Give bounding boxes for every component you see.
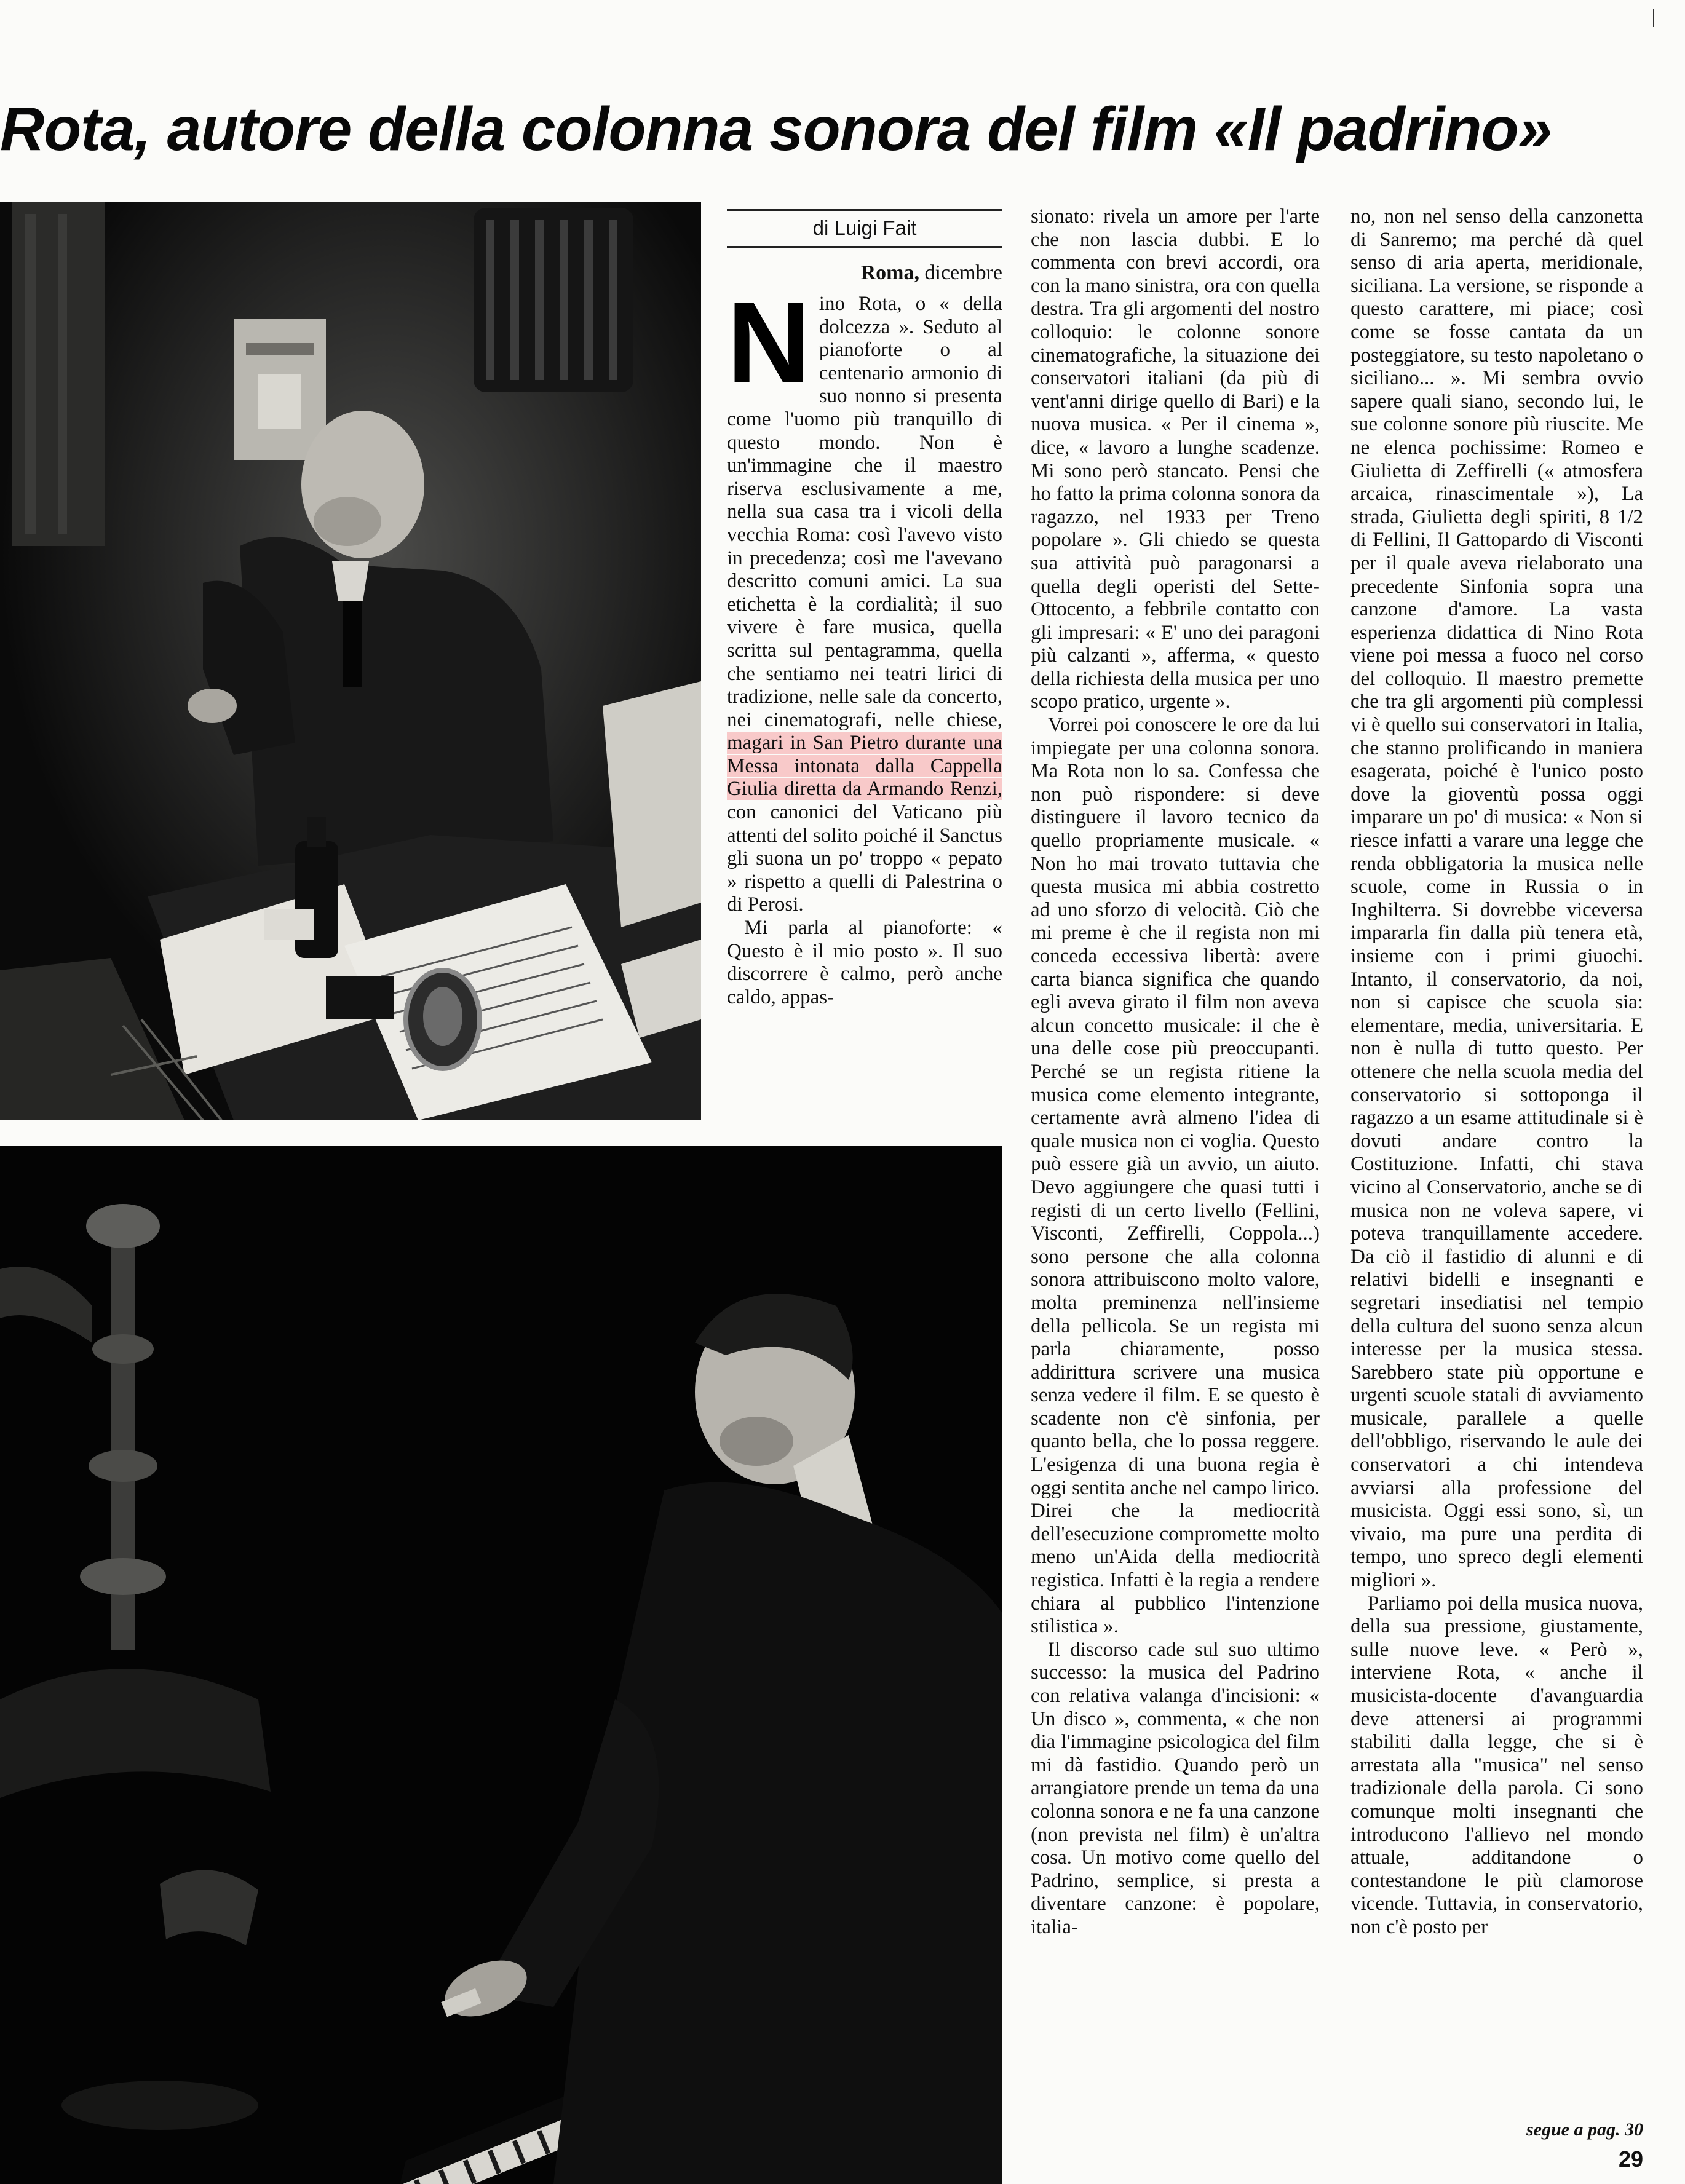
photo-rota-at-piano-image — [0, 1146, 1002, 2184]
continued-on-page: segue a pag. 30 — [1526, 2119, 1643, 2140]
paragraph: Mi parla al pianoforte: « Questo è il mio posto ». Il suo discorrere è calmo, però anche caldo, appas- — [727, 917, 1002, 1008]
paragraph: Vorrei poi conoscere le ore da lui impiegate per una colonna sonora. Ma Rota non lo sa. Confessa che non può rispondere: si deve distinguere il lavoro tecnico da quello propriamente musicale. « Non ho mai trovato tuttavia che questa musica mi abbia costretto ad uno sforzo di velocità. Ciò che mi preme è che il regista non mi conceda eccessiva libertà: avere carta bianca significa che quando egli aveva girato il film non aveva alcun concetto musicale: il che è una delle cose più preoccupanti. Perché se un regista ritiene la musica come elemento integrante, certamente avrà almeno l'idea di quale musica non ci voglia. Questo può essere già un avvio, un aiuto. Devo aggiungere che quasi tutti i registi di un certo livello (Fellini, Visconti, Zeffirelli, Coppola...) sono persone che alla colonna sonora attribuiscono molto valore, molta preminenza nell'insieme della pellicola. Se un regista mi parla chiaramente, posso addirittura scrivere una musica senza vedere il film. E se questo è scadente non c'è sinfonia, per quanto bella, che lo possa reggere. L'esigenza di una buona regia è oggi sentita anche nel campo lirico. Direi che la mediocrità dell'esecuzione compromette molto meno un'Aida della mediocrità registica. Infatti è la regia a rendere chiara al pubblico l'intenzione stilistica ». — [1031, 714, 1320, 1638]
paragraph: no, non nel senso della canzonetta di Sanremo; ma perché dà quel senso di aria aperta, meridionale, siciliana. La versione, se risponde a questo carattere, mi piace; così come se fosse cantata da un posteggiatore, su testo napoletano o siciliano... ». Mi sembra ovvio sapere quali siano, secondo lui, le sue colonne sonore più riuscite. Me ne elenca pochissime: Romeo e Giulietta di Zeffirelli (« atmosfera arcaica, rinascimentale »), La strada, Giulietta degli spiriti, 8 1/2 di Fellini, Il Gattopardo di Visconti per il quale aveva rielaborato una precedente Sinfonia sopra una canzone d'amore. La vasta esperienza didattica di Nino Rota viene poi messa a fuoco nel corso del colloquio. Il maestro premette che tra gli argomenti più complessi vi è quello sui conservatori in Italia, che stanno prolificando in maniera esagerata, poiché è l'unico posto dove la gioventù possa oggi imparare un po' di musica: « Non si riesce infatti a varare una legge che renda obbligatoria la musica nelle scuole, come in Russia o in Inghilterra. Si dovrebbe viceversa impararla fin dalla più tenera età, insieme con i primi giuochi. Intanto, il conservatorio, da noi, non si capisce che scuola sia: elementare, media, universitaria. E non è nulla di tutto questo. Per ottenere che nella scuola media del conservatorio si sottoponga il ragazzo a un esame attitudinale si è dovuti andare contro la Costituzione. Infatti, chi stava vicino al Conservatorio, anche se di musica non ne voleva sapere, vi poteva tranquillamente accedere. Da ciò il fastidio di alunni e di relativi bidelli e insegnanti e segretari insediatisi nel tempio della cultura del suono senza alcun interesse per la musica stessa. Sarebbero state più opportune e urgenti scuole statali di avviamento musicale, parallele a quelle dell'obbligo, riservando le aule dei conservatori a chi intendeva avviarsi alla professione del musicista. Oggi essi sono, sì, un vivaio, ma pure una perdita di tempo, uno spreco degli elementi migliori ». — [1350, 205, 1643, 1592]
byline-rule-bottom — [727, 246, 1002, 248]
photo-rota-at-desk-image — [0, 202, 701, 1120]
drop-cap: N — [727, 293, 811, 407]
article-column-2 — [1031, 205, 1320, 2130]
highlighted-text: magari in San Pietro durante una Messa intonata dalla Cappella Giulia diretta da Armando Renzi, — [727, 732, 1002, 801]
byline-rule-top — [727, 209, 1002, 211]
photo-rota-at-piano — [0, 1146, 1002, 2184]
page-number: 29 — [1618, 2146, 1643, 2172]
lead-text-start: ino Rota, o « della dolcezza ». Seduto al pianoforte o al centenario armonio di suo nonno si presenta come l'uomo più tranquillo di questo mondo. Non è un'immagine che il maestro riserva esclusivamente a me, nella sua casa tra i vicoli della vecchia Roma: così l'avevo visto in precedenza; così me l'avevano descritto comuni amici. La sua etichetta è la cordialità; il suo vivere è fare musica, quella scritta sul pentagramma, quella che sentiamo nei teatri lirici di tradizione, nelle sale da concerto, nei cinematografi, nelle chiese, — [727, 293, 1002, 731]
article-column-1 — [727, 293, 1002, 1050]
dateline-city: Roma, — [860, 261, 919, 284]
dateline — [727, 258, 1002, 288]
article-column-3 — [1350, 205, 1643, 2111]
corner-mark — [1653, 9, 1654, 27]
byline: di Luigi Fait — [812, 216, 917, 239]
lead-text-end: con canonici del Vaticano più attenti del solito poiché il Sanctus gli suona un po' troppo « pepato » rispetto a quelli di Palestrina o di Perosi. — [727, 801, 1002, 916]
lead-paragraph — [727, 293, 1002, 917]
photo-rota-at-desk — [0, 202, 701, 1120]
paragraph: Il discorso cade sul suo ultimo successo: la musica del Padrino con relativa valanga d'incisioni: « Un disco », commenta, « che non dia l'immagine psicologica del film mi dà fastidio. Quando però un arrangiatore prende un tema da una colonna sonora e ne fa una canzone (non prevista nel film) è un'altra cosa. Un motivo come quello del Padrino, semplice, si presta a diventare canzone: è popolare, italia- — [1031, 1638, 1320, 1938]
headline: Rota, autore della colonna sonora del film «Il padrino» — [0, 95, 1552, 164]
dateline-date: dicembre — [924, 261, 1002, 284]
paragraph: sionato: rivela un amore per l'arte che non lascia dubbi. E lo commenta con brevi accordi, ora con la mano sinistra, ora con quella destra. Tra gli argomenti del nostro colloquio: le colonne sonore cinematografiche, la situazione dei conservatori italiani (da più di vent'anni dirige quello di Bari) e la nuova musica. « Per il cinema », dice, « lavoro a lunghe scadenze. Mi sono però stancato. Pensi che ho fatto la prima colonna sonora da ragazzo, nel 1933 per Treno popolare ». Gli chiedo se questa sua attività può paragonarsi a quella degli operisti del Sette-Ottocento, a febbrile contatto con gli impresari: « E' uno dei paragoni più calzanti », afferma, « questo della richiesta della musica per uno scopo pratico, urgente ». — [1031, 205, 1320, 713]
paragraph: Parliamo poi della musica nuova, della sua pressione, giustamente, sulle nuove leve. « Però », interviene Rota, « anche il musicista-docente d'avanguardia deve attenersi ai programmi stabiliti dalla legge, che si è arrestata alla "musica" nel senso tradizionale della parola. Ci sono comunque molti insegnanti che introducono l'allievo nel mondo attuale, additandone o contestandone le più clamorose vicende. Tuttavia, in conservatorio, non c'è posto per — [1350, 1592, 1643, 1938]
